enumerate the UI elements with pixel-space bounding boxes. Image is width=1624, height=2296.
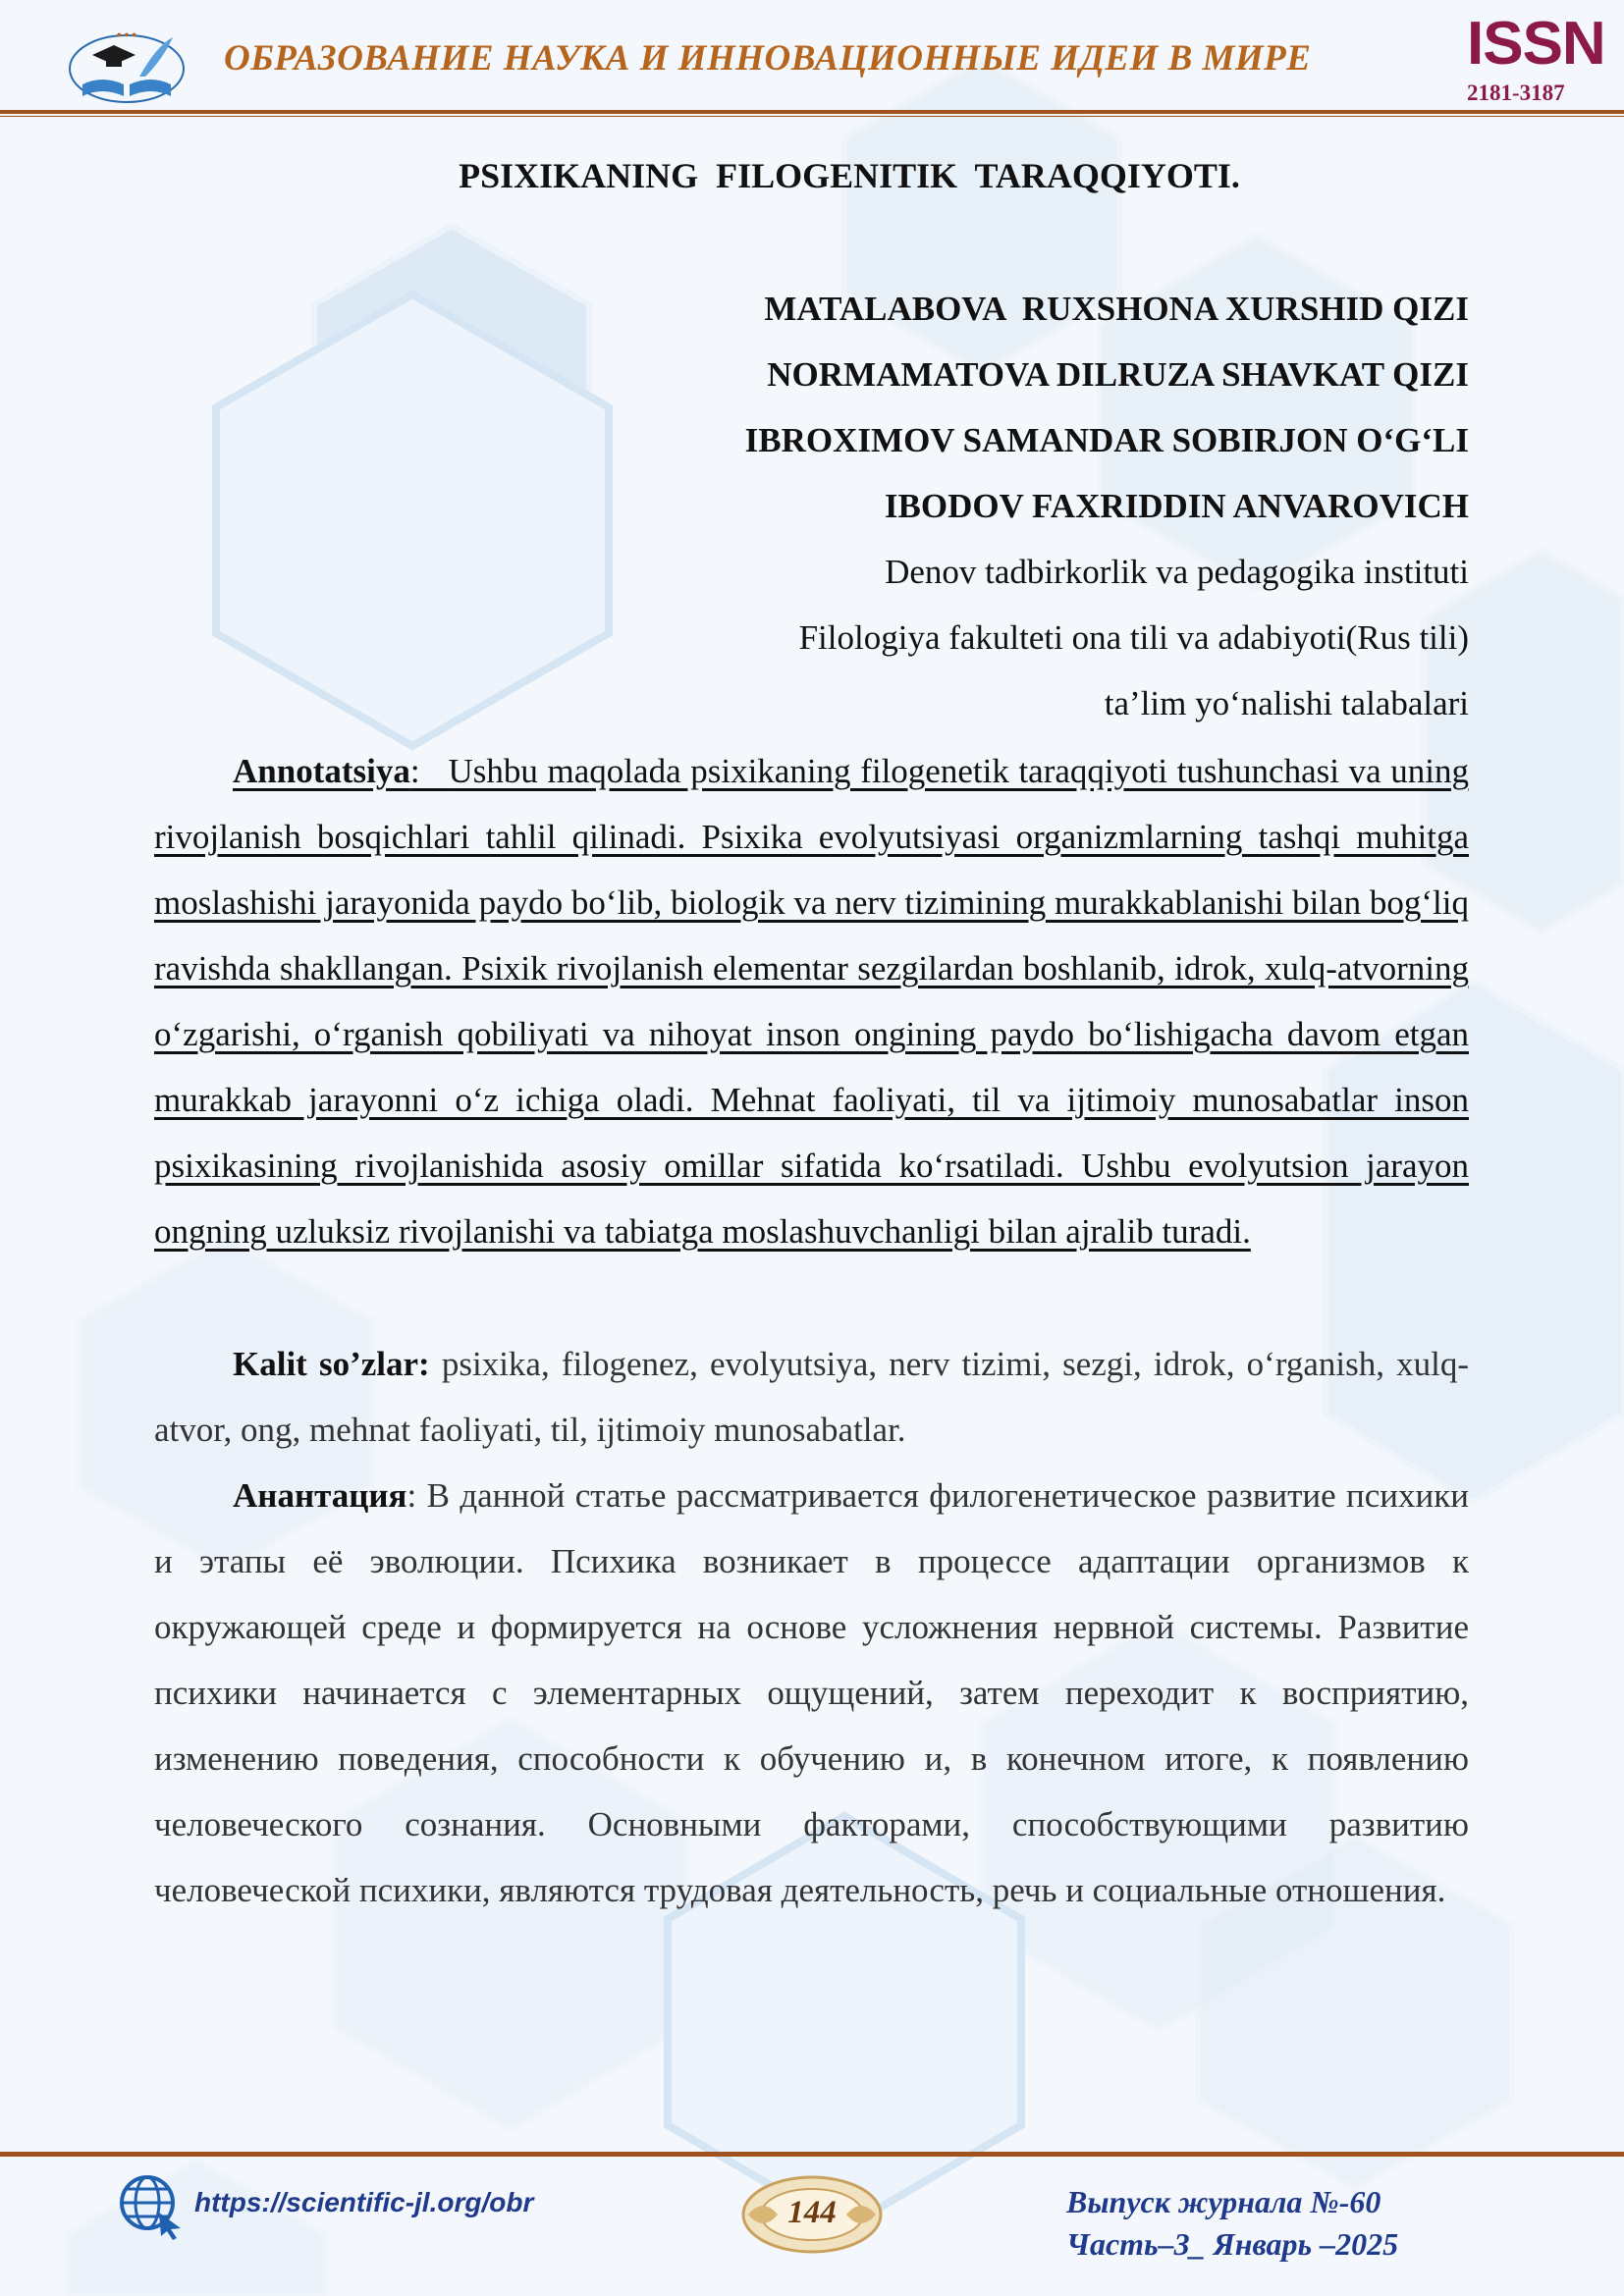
globe-icon xyxy=(116,2169,187,2240)
footer-divider xyxy=(0,2152,1624,2157)
page-number: 144 xyxy=(787,2195,837,2230)
header-divider xyxy=(0,110,1624,114)
affiliation-line: Denov tadbirkorlik va pedagogika instituti xyxy=(885,553,1469,591)
keywords-label: Kalit so’zlar: xyxy=(233,1345,430,1383)
affiliation-line: ta’lim yo‘nalishi talabalari xyxy=(1104,684,1469,722)
journal-logo xyxy=(63,26,190,104)
journal-url-link[interactable]: https://scientific-jl.org/obr xyxy=(194,2187,534,2217)
issue-number: Выпуск журнала №-60 xyxy=(1066,2184,1381,2219)
annotation-text: Ushbu maqolada psixikaning filogenetik taraqqiyoti tushunchasi va uning rivojlanish bosqichlari tahlil qilinadi. Psixika evolyutsiyasi organizmlarning tashqi muhitga moslashishi jarayonida paydo bo‘lib, biologik va nerv tizimining murakkablanishi bilan bog‘liq ravishda shakllangan. Psixik rivojlanish elementar sezgilardan boshlanib, idrok, xulq-atvorning o‘zgarishi, o‘rganish qobiliyati va nihoyat inson ongining paydo bo‘lishigacha davom etgan murakkab jarayonni o‘z ichiga oladi. Mehnat faoliyati, til va ijtimoiy munosabatlar inson psixikasining rivojlanishida asosiy omillar sifatida ko‘rsatiladi. Ushbu evolyutsion jarayon ongning uzluksiz rivojlanishi va tabiatga moslashuvchanligi bilan ajralib turadi. xyxy=(154,752,1469,1251)
author-name: IBROXIMOV SAMANDAR SOBIRJON O‘G‘LI xyxy=(744,421,1469,459)
header-divider-thin xyxy=(0,116,1624,117)
author-name: MATALABOVA RUXSHONA XURSHID QIZI xyxy=(764,290,1469,328)
issn-logo: ISSN xyxy=(1467,10,1605,78)
russian-annotation-label: Анантация xyxy=(233,1476,407,1515)
annotation-label: Annotatsiya xyxy=(233,752,410,790)
author-block xyxy=(745,285,1469,745)
svg-text:● ● ●: ● ● ● xyxy=(116,29,137,39)
affiliation-line: Filologiya fakulteti ona tili va adabiyoti(Rus tili) xyxy=(798,618,1469,657)
issue-info xyxy=(1066,2181,1398,2266)
article-title: PSIXIKANING FILOGENITIK TARAQQIYOTI. xyxy=(459,156,1240,195)
journal-title: ОБРАЗОВАНИЕ НАУКА И ИННОВАЦИОННЫЕ ИДЕИ В МИРЕ xyxy=(224,38,1312,79)
author-name: IBODOV FAXRIDDIN ANVAROVICH xyxy=(884,487,1469,525)
issue-date: Часть–3_ Январь –2025 xyxy=(1066,2226,1399,2262)
keywords-paragraph xyxy=(154,1331,1469,1463)
keywords-text: psixika, filogenez, evolyutsiya, nerv tizimi, sezgi, idrok, o‘rganish, xulq-atvor, ong, mehnat faoliyati, til, ijtimoiy munosabatlar. xyxy=(154,1345,1470,1449)
author-name: NORMAMATOVA DILRUZA SHAVKAT QIZI xyxy=(767,355,1469,394)
russian-annotation-paragraph: Анантация: В данной статье рассматривается филогенетическое развитие психики и этапы её эволюции. Психика возникает в процессе адаптации организмов к окружающей среде и формируется на основе усложнения нервной системы. Развитие психики начинается с элементарных ощущений, затем переходит к восприятию, изменению поведения, способности к обучению и, в конечном итоге, к появлению человеческого сознания. Основными факторами, способствующими развитию человеческой психики, являются трудовая деятельность, речь и социальные отношения. xyxy=(154,1476,1469,1909)
issn-number: 2181-3187 xyxy=(1467,80,1565,105)
annotation-paragraph: Annotatsiya: Ushbu maqolada psixikaning filogenetik taraqqiyoti tushunchasi va uning rivojlanish bosqichlari tahlil qilinadi. Psixika evolyutsiyasi organizmlarning tashqi muhitga moslashishi jarayonida paydo bo‘lib, biologik va nerv tizimining murakkablanishi bilan bog‘liq ravishda shakllangan. Psixik rivojlanish elementar sezgilardan boshlanib, idrok, xulq-atvorning o‘zgarishi, o‘rganish qobiliyati va nihoyat inson ongining paydo bo‘lishigacha davom etgan murakkab jarayonni o‘z ichiga oladi. Mehnat faoliyati, til va ijtimoiy munosabatlar inson psixikasining rivojlanishida asosiy omillar sifatida ko‘rsatiladi. Ushbu evolyutsion jarayon ongning uzluksiz rivojlanishi va tabiatga moslashuvchanligi bilan ajralib turadi. xyxy=(154,752,1469,1251)
russian-annotation-text: В данной статье рассматривается филогенетическое развитие психики и этапы её эволюции. Психика возникает в процессе адаптации организмов к окружающей среде и формируется на основе усложнения нервной системы. Развитие психики начинается с элементарных ощущений, затем переходит к восприятию, изменению поведения, способности к обучению и, в конечном итоге, к появлению человеческого сознания. Основными факторами, способствующими развитию человеческой психики, являются трудовая деятельность, речь и социальные отношения. xyxy=(154,1476,1469,1909)
